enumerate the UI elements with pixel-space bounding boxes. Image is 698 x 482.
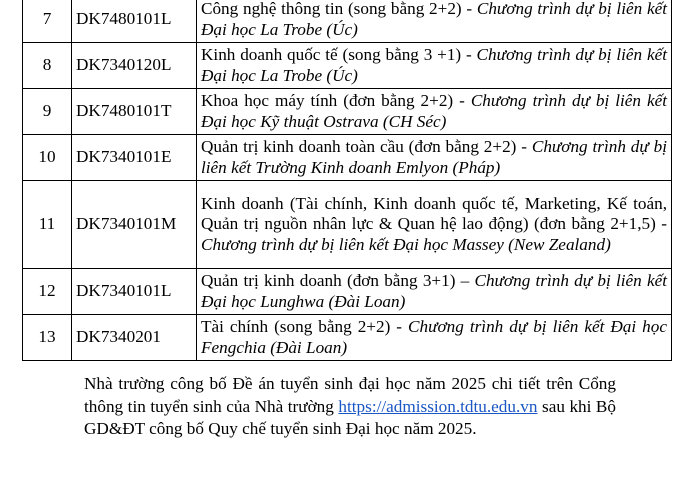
table-row [23, 269, 672, 315]
program-table [22, 0, 672, 361]
program-partner: Chương trình dự bị liên kết Đại học Kỹ thuật Ostrava (CH Séc) [201, 91, 667, 131]
row-number: 11 [23, 181, 72, 269]
program-partner: Chương trình dự bị liên kết Đại học Lunghwa (Đài Loan) [201, 271, 667, 311]
row-number: 8 [23, 43, 72, 89]
program-partner: Chương trình dự bị liên kết Đại học Massey (New Zealand) [201, 234, 611, 254]
table-row [23, 0, 672, 43]
program-name-cell [197, 43, 672, 89]
program-name: Công nghệ thông tin (song bằng 2+2) - [201, 0, 477, 18]
program-name: Quản trị kinh doanh (đơn bằng 3+1) – [201, 271, 475, 290]
program-code: DK7340101E [72, 135, 197, 181]
row-number: 7 [23, 0, 72, 43]
table-row [23, 43, 672, 89]
admission-notice [84, 373, 616, 441]
program-code: DK7480101L [72, 0, 197, 43]
program-name-cell [197, 89, 672, 135]
program-partner: Chương trình dự bị liên kết Trường Kinh doanh Emlyon (Pháp) [201, 137, 667, 177]
program-name: Khoa học máy tính (đơn bằng 2+2) - [201, 91, 471, 110]
row-number: 9 [23, 89, 72, 135]
table-row [23, 181, 672, 269]
program-name-cell [197, 315, 672, 361]
program-partner: Chương trình dự bị liên kết Đại học La Trobe (Úc) [201, 45, 667, 85]
program-partner: Chương trình dự bị liên kết Đại học La Trobe (Úc) [201, 0, 667, 39]
program-name: Kinh doanh (Tài chính, Kinh doanh quốc tế, Marketing, Kế toán, Quản trị nguồn nhân lực & Quan hệ lao động) (đơn bằng 2+1,5) - [201, 193, 667, 234]
table-row [23, 89, 672, 135]
program-code: DK7480101T [72, 89, 197, 135]
program-name: Tài chính (song bằng 2+2) - [201, 317, 409, 336]
notice-text-after: sau khi Bộ GD&ĐT công bố Quy chế tuyển sinh Đại học năm 2025. [84, 396, 616, 438]
program-name-cell [197, 269, 672, 315]
program-name-cell [197, 135, 672, 181]
program-name-cell [197, 181, 672, 269]
program-code: DK7340101M [72, 181, 197, 269]
table-row [23, 315, 672, 361]
program-name-cell [197, 0, 672, 43]
program-name: Quản trị kinh doanh toàn cầu (đơn bằng 2+2) - [201, 137, 532, 156]
program-code: DK7340201 [72, 315, 197, 361]
program-code: DK7340120L [72, 43, 197, 89]
row-number: 10 [23, 135, 72, 181]
table-row [23, 135, 672, 181]
notice-text-before: Nhà trường công bố Đề án tuyển sinh đại học năm 2025 chi tiết trên Cổng thông tin tuyển sinh của Nhà trường [84, 374, 616, 416]
row-number: 13 [23, 315, 72, 361]
program-name: Kinh doanh quốc tế (song bằng 3 +1) - [201, 45, 477, 64]
row-number: 12 [23, 269, 72, 315]
admission-link[interactable]: https://admission.tdtu.edu.vn [338, 396, 538, 416]
program-partner: Chương trình dự bị liên kết Đại học Fengchia (Đài Loan) [201, 317, 667, 357]
program-code: DK7340101L [72, 269, 197, 315]
